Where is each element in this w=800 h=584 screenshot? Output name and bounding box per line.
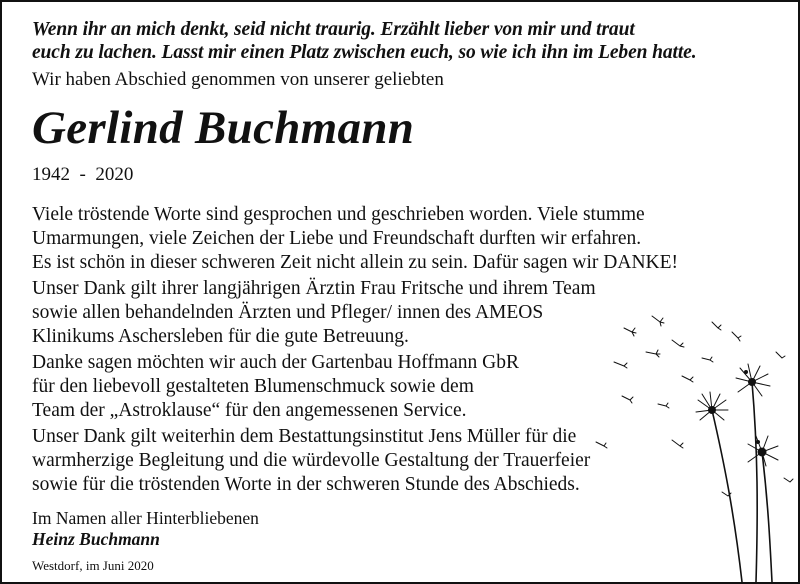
paragraph-line: Klinikums Aschersleben für die gute Betreuung. <box>32 326 409 347</box>
thanks-paragraph-florist <box>32 351 519 423</box>
signer-name: Heinz Buchmann <box>32 529 160 549</box>
paragraph-line: Unser Dank gilt weiterhin dem Bestattungsinstitut Jens Müller für die <box>32 426 577 447</box>
paragraph-line: sowie für die tröstenden Worte in der schweren Stunde des Abschieds. <box>32 474 580 495</box>
paragraph-line: Team der „Astroklause“ für den angemessenen Service. <box>32 400 467 421</box>
life-dates: 1942 - 2020 <box>32 164 134 185</box>
dandelion-illustration-icon <box>562 292 798 584</box>
intro-text: Wir haben Abschied genommen von unserer geliebten <box>32 69 444 90</box>
paragraph-line: sowie allen behandelnden Ärzten und Pfleger/ innen des AMEOS <box>32 302 544 323</box>
deceased-name: Gerlind Buchmann <box>32 102 415 154</box>
paragraph-line: warmherzige Begleitung und die würdevolle Gestaltung der Trauerfeier <box>32 450 591 471</box>
place-and-date: Westdorf, im Juni 2020 <box>32 558 154 573</box>
motto-line-1: Wenn ihr an mich denkt, seid nicht traurig. Erzählt lieber von mir und traut <box>32 19 635 40</box>
paragraph-line: Danke sagen möchten wir auch der Gartenbau Hoffmann GbR <box>32 352 519 373</box>
paragraph-line: Viele tröstende Worte sind gesprochen und geschrieben worden. Viele stumme <box>32 204 645 225</box>
thanks-paragraph-funeral-home <box>32 425 590 497</box>
motto-quote <box>32 18 782 64</box>
paragraph-line: Unser Dank gilt ihrer langjährigen Ärztin Frau Fritsche und ihrem Team <box>32 278 596 299</box>
thanks-paragraph-doctors <box>32 277 596 349</box>
paragraph-line: Umarmungen, viele Zeichen der Liebe und Freundschaft durften wir erfahren. <box>32 228 642 249</box>
signoff-text: Im Namen aller Hinterbliebenen <box>32 508 259 528</box>
paragraph-line: Es ist schön in dieser schweren Zeit nicht allein zu sein. Dafür sagen wir DANKE! <box>32 252 679 273</box>
motto-line-2: euch zu lachen. Lasst mir einen Platz zwischen euch, so wie ich ihn im Leben hatte. <box>32 42 697 63</box>
paragraph-line: für den liebevoll gestalteten Blumenschmuck sowie dem <box>32 376 474 397</box>
thanks-paragraph-general <box>32 203 678 275</box>
